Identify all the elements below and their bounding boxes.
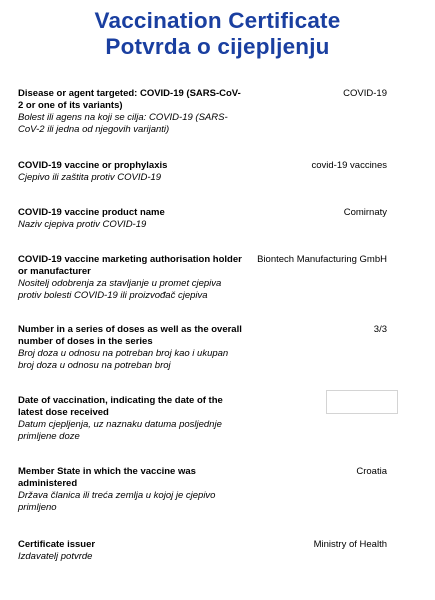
field-value: Biontech Manufacturing GmbH xyxy=(257,254,387,265)
field-label-en: Certificate issuer xyxy=(18,539,96,550)
field-label-en: COVID-19 vaccine marketing authorisation holder or manufacturer xyxy=(18,254,242,277)
field-label-en: Number in a series of doses as well as the overall number of doses in the series xyxy=(18,324,242,347)
field-certificate-issuer xyxy=(18,539,418,563)
field-label-hr: Bolest ili agens na koji se cilja: COVID-19 (SARS-CoV-2 ili jedna od njegovih varijanti) xyxy=(18,112,228,135)
field-label-hr: Izdavatelj potvrde xyxy=(18,551,93,562)
field-dose-number xyxy=(18,324,418,372)
certificate-header xyxy=(0,8,435,60)
page-subtitle: Potvrda o cijepljenju xyxy=(105,34,330,59)
field-product-name xyxy=(18,207,418,231)
page-title: Vaccination Certificate xyxy=(94,8,341,33)
field-value: 3/3 xyxy=(373,324,387,335)
field-value: Croatia xyxy=(356,466,387,477)
field-disease-targeted xyxy=(18,88,418,136)
field-value: Ministry of Health xyxy=(313,539,387,550)
field-label-hr: Država članica ili treća zemlja u kojoj je cjepivo primljeno xyxy=(18,490,216,513)
field-label-en: Date of vaccination, indicating the date of the latest dose received xyxy=(18,395,223,418)
field-label-en: COVID-19 vaccine product name xyxy=(18,207,165,218)
field-value: Comirnaty xyxy=(343,207,387,218)
field-label-en: Member State in which the vaccine was administered xyxy=(18,466,196,489)
field-label-hr: Naziv cjepiva protiv COVID-19 xyxy=(18,219,147,230)
field-label-hr: Datum cjepljenja, uz naznaku datuma posljednje primljene doze xyxy=(18,419,222,442)
field-label-hr: Broj doza u odnosu na potreban broj kao i ukupan broj doza u odnosu na potreban broj xyxy=(18,348,229,371)
field-vaccine-prophylaxis xyxy=(18,160,418,184)
field-member-state xyxy=(18,466,418,514)
field-label-hr: Cjepivo ili zaštita protiv COVID-19 xyxy=(18,172,162,183)
redacted-date-box xyxy=(326,390,398,414)
field-label-hr: Nositelj odobrenja za stavljanje u promet cjepiva protiv bolesti COVID-19 ili proizvođač cjepiva xyxy=(18,278,222,301)
field-marketing-holder xyxy=(18,254,418,302)
field-value: COVID-19 xyxy=(343,88,387,99)
field-label-en: COVID-19 vaccine or prophylaxis xyxy=(18,160,168,171)
field-label-en: Disease or agent targeted: COVID-19 (SARS-CoV-2 or one of its variants) xyxy=(18,88,241,111)
field-value: covid-19 vaccines xyxy=(311,160,387,171)
